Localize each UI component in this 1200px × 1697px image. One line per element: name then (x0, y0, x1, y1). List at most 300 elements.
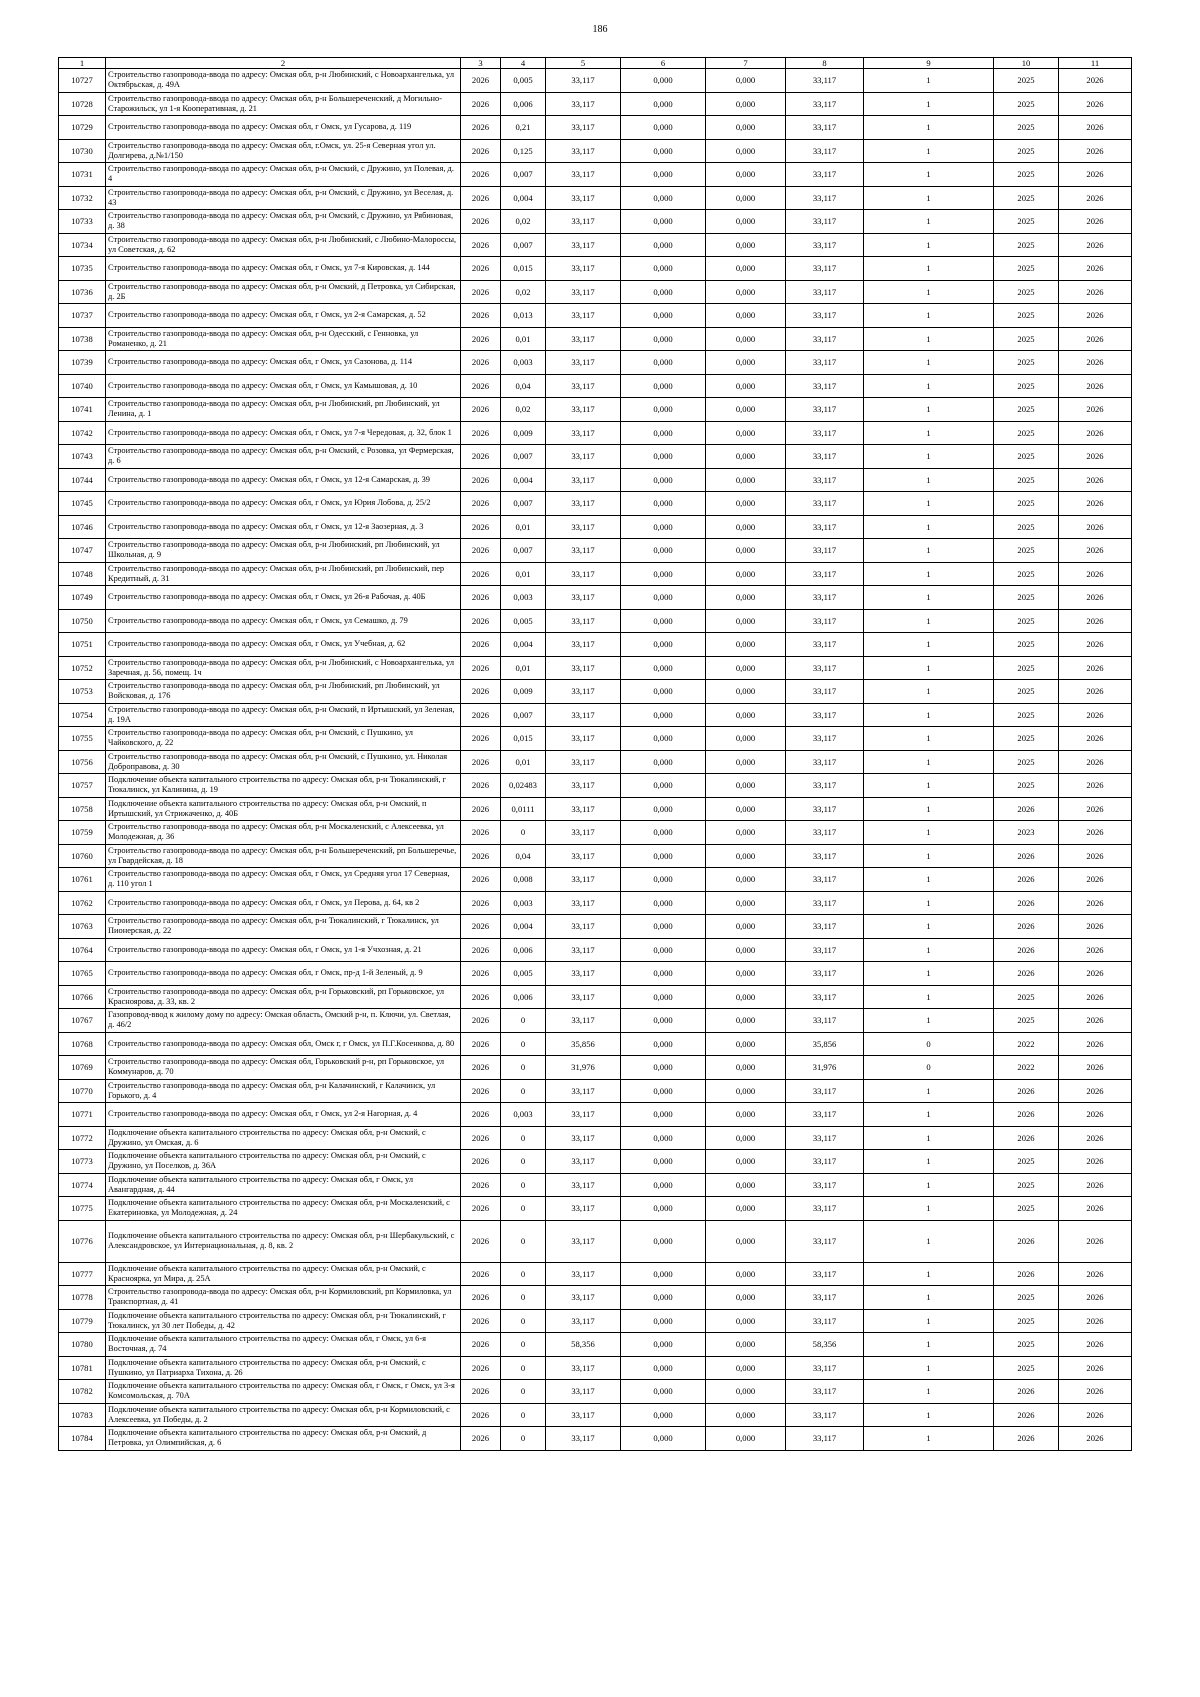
cell-col-4: 0,007 (501, 445, 546, 469)
cell-col-11: 2026 (1059, 1309, 1132, 1333)
table-row (59, 139, 1132, 163)
cell-col-10: 2025 (994, 1173, 1059, 1197)
cell-col-4: 0 (501, 821, 546, 845)
cell-col-3: 2026 (461, 985, 501, 1009)
object-description: Строительство газопровода-ввода по адресу: Омская обл, г Омск, ул Гусарова, д. 119 (106, 116, 461, 140)
table-row (59, 304, 1132, 328)
cell-col-4: 0,004 (501, 468, 546, 492)
cell-col-8: 33,117 (786, 233, 864, 257)
cell-col-4: 0,013 (501, 304, 546, 328)
cell-col-9: 1 (864, 1079, 994, 1103)
column-header: 6 (621, 58, 706, 69)
object-description: Подключение объекта капитального строительства по адресу: Омская обл, р-н Шербакульский, с Александровское, ул Интернациональная, д. 8, кв. 2 (106, 1220, 461, 1262)
table-row (59, 445, 1132, 469)
cell-col-6: 0,000 (621, 92, 706, 116)
object-description: Подключение объекта капитального строительства по адресу: Омская обл, р-н Омский, с Дружино, ул Омская, д. 6 (106, 1126, 461, 1150)
row-number: 10763 (59, 915, 106, 939)
cell-col-10: 2026 (994, 1103, 1059, 1127)
cell-col-7: 0,000 (706, 962, 786, 986)
cell-col-7: 0,000 (706, 774, 786, 798)
cell-col-11: 2026 (1059, 915, 1132, 939)
row-number: 10775 (59, 1197, 106, 1221)
cell-col-9: 1 (864, 797, 994, 821)
cell-col-3: 2026 (461, 116, 501, 140)
cell-col-11: 2026 (1059, 1220, 1132, 1262)
cell-col-10: 2025 (994, 586, 1059, 610)
cell-col-3: 2026 (461, 727, 501, 751)
cell-col-5: 33,117 (546, 539, 621, 563)
cell-col-7: 0,000 (706, 327, 786, 351)
cell-col-3: 2026 (461, 750, 501, 774)
cell-col-9: 1 (864, 1262, 994, 1286)
cell-col-10: 2025 (994, 1009, 1059, 1033)
cell-col-7: 0,000 (706, 1173, 786, 1197)
cell-col-8: 33,117 (786, 351, 864, 375)
row-number: 10744 (59, 468, 106, 492)
object-description: Строительство газопровода-ввода по адресу: Омская обл, р-н Горьковский, рп Горьковское, ул Красноярова, д. 33, кв. 2 (106, 985, 461, 1009)
column-header: 4 (501, 58, 546, 69)
cell-col-5: 35,856 (546, 1032, 621, 1056)
object-description: Строительство газопровода-ввода по адресу: Омская обл, г Омск, ул 7-я Кировская, д. 144 (106, 257, 461, 281)
cell-col-6: 0,000 (621, 280, 706, 304)
cell-col-4: 0,006 (501, 938, 546, 962)
cell-col-4: 0 (501, 1056, 546, 1080)
column-number-row (59, 58, 1132, 69)
row-number: 10747 (59, 539, 106, 563)
cell-col-8: 33,117 (786, 304, 864, 328)
cell-col-11: 2026 (1059, 280, 1132, 304)
cell-col-6: 0,000 (621, 750, 706, 774)
column-header: 1 (59, 58, 106, 69)
row-number: 10765 (59, 962, 106, 986)
row-number: 10784 (59, 1427, 106, 1451)
cell-col-10: 2022 (994, 1056, 1059, 1080)
cell-col-11: 2026 (1059, 750, 1132, 774)
cell-col-7: 0,000 (706, 116, 786, 140)
cell-col-7: 0,000 (706, 1009, 786, 1033)
object-description: Строительство газопровода-ввода по адресу: Омская обл, г Омск, ул 7-я Чередовая, д. 32, блок 1 (106, 421, 461, 445)
object-description: Строительство газопровода-ввода по адресу: Омская обл, Омск г, г Омск, ул П.Г.Косенкова, д. 80 (106, 1032, 461, 1056)
object-description: Подключение объекта капитального строительства по адресу: Омская обл, р-н Кормиловский, с Алексеевка, ул Победы, д. 2 (106, 1403, 461, 1427)
cell-col-7: 0,000 (706, 468, 786, 492)
cell-col-9: 1 (864, 351, 994, 375)
cell-col-10: 2025 (994, 186, 1059, 210)
cell-col-3: 2026 (461, 586, 501, 610)
cell-col-6: 0,000 (621, 562, 706, 586)
cell-col-4: 0 (501, 1126, 546, 1150)
row-number: 10755 (59, 727, 106, 751)
cell-col-9: 1 (864, 92, 994, 116)
cell-col-3: 2026 (461, 1197, 501, 1221)
cell-col-4: 0,005 (501, 69, 546, 93)
cell-col-7: 0,000 (706, 586, 786, 610)
table-row (59, 609, 1132, 633)
object-description: Строительство газопровода-ввода по адресу: Омская обл, г Омск, ул Учебная, д. 62 (106, 633, 461, 657)
cell-col-3: 2026 (461, 1056, 501, 1080)
cell-col-4: 0 (501, 1403, 546, 1427)
table-row (59, 233, 1132, 257)
cell-col-8: 33,117 (786, 633, 864, 657)
cell-col-6: 0,000 (621, 539, 706, 563)
cell-col-7: 0,000 (706, 821, 786, 845)
cell-col-6: 0,000 (621, 680, 706, 704)
cell-col-9: 1 (864, 680, 994, 704)
row-number: 10742 (59, 421, 106, 445)
cell-col-5: 33,117 (546, 1126, 621, 1150)
cell-col-7: 0,000 (706, 1079, 786, 1103)
cell-col-9: 1 (864, 1103, 994, 1127)
cell-col-4: 0 (501, 1427, 546, 1451)
cell-col-5: 33,117 (546, 656, 621, 680)
cell-col-8: 33,117 (786, 750, 864, 774)
cell-col-11: 2026 (1059, 1126, 1132, 1150)
cell-col-10: 2026 (994, 1427, 1059, 1451)
cell-col-5: 33,117 (546, 797, 621, 821)
cell-col-11: 2026 (1059, 210, 1132, 234)
cell-col-10: 2023 (994, 821, 1059, 845)
cell-col-6: 0,000 (621, 844, 706, 868)
cell-col-4: 0 (501, 1150, 546, 1174)
cell-col-5: 58,356 (546, 1333, 621, 1357)
cell-col-7: 0,000 (706, 985, 786, 1009)
row-number: 10758 (59, 797, 106, 821)
cell-col-11: 2026 (1059, 351, 1132, 375)
row-number: 10739 (59, 351, 106, 375)
cell-col-5: 33,117 (546, 774, 621, 798)
object-description: Строительство газопровода-ввода по адресу: Омская обл, г Омск, ул Средняя угол 17 Северная, д. 110 угол 1 (106, 868, 461, 892)
cell-col-5: 33,117 (546, 92, 621, 116)
cell-col-8: 58,356 (786, 1333, 864, 1357)
cell-col-5: 33,117 (546, 257, 621, 281)
row-number: 10769 (59, 1056, 106, 1080)
row-number: 10777 (59, 1262, 106, 1286)
cell-col-3: 2026 (461, 1220, 501, 1262)
table-row (59, 327, 1132, 351)
cell-col-11: 2026 (1059, 1103, 1132, 1127)
cell-col-7: 0,000 (706, 1126, 786, 1150)
cell-col-8: 33,117 (786, 1220, 864, 1262)
cell-col-5: 33,117 (546, 1103, 621, 1127)
object-description: Подключение объекта капитального строительства по адресу: Омская обл, р-н Тюкалинский, г Тюкалинск, ул 30 лет Победы, д. 42 (106, 1309, 461, 1333)
cell-col-7: 0,000 (706, 139, 786, 163)
cell-col-5: 33,117 (546, 703, 621, 727)
table-row (59, 374, 1132, 398)
cell-col-5: 33,117 (546, 351, 621, 375)
object-description: Подключение объекта капитального строительства по адресу: Омская обл, р-н Омский, д Петровка, ул Олимпийская, д. 6 (106, 1427, 461, 1451)
cell-col-11: 2026 (1059, 1427, 1132, 1451)
cell-col-6: 0,000 (621, 891, 706, 915)
cell-col-5: 33,117 (546, 1356, 621, 1380)
cell-col-11: 2026 (1059, 1150, 1132, 1174)
cell-col-10: 2022 (994, 1032, 1059, 1056)
cell-col-8: 33,117 (786, 116, 864, 140)
cell-col-5: 33,117 (546, 139, 621, 163)
cell-col-6: 0,000 (621, 468, 706, 492)
cell-col-6: 0,000 (621, 797, 706, 821)
cell-col-6: 0,000 (621, 1380, 706, 1404)
cell-col-11: 2026 (1059, 727, 1132, 751)
cell-col-9: 1 (864, 821, 994, 845)
cell-col-4: 0,004 (501, 633, 546, 657)
cell-col-10: 2025 (994, 445, 1059, 469)
cell-col-8: 33,117 (786, 586, 864, 610)
cell-col-6: 0,000 (621, 915, 706, 939)
cell-col-7: 0,000 (706, 750, 786, 774)
cell-col-5: 33,117 (546, 1403, 621, 1427)
cell-col-4: 0 (501, 1009, 546, 1033)
cell-col-6: 0,000 (621, 210, 706, 234)
cell-col-5: 33,117 (546, 468, 621, 492)
cell-col-5: 33,117 (546, 562, 621, 586)
cell-col-10: 2025 (994, 398, 1059, 422)
object-description: Подключение объекта капитального строительства по адресу: Омская обл, р-н Москаленский, с Екатериновка, ул Молодежная, д. 24 (106, 1197, 461, 1221)
cell-col-5: 33,117 (546, 515, 621, 539)
cell-col-11: 2026 (1059, 1197, 1132, 1221)
cell-col-7: 0,000 (706, 915, 786, 939)
table-row (59, 515, 1132, 539)
cell-col-6: 0,000 (621, 633, 706, 657)
cell-col-8: 33,117 (786, 985, 864, 1009)
column-header: 7 (706, 58, 786, 69)
cell-col-8: 33,117 (786, 1103, 864, 1127)
object-description: Строительство газопровода-ввода по адресу: Омская обл, р-н Калачинский, г Калачинск, ул Горького, д. 4 (106, 1079, 461, 1103)
cell-col-6: 0,000 (621, 985, 706, 1009)
cell-col-3: 2026 (461, 1309, 501, 1333)
object-description: Строительство газопровода-ввода по адресу: Омская обл, г Омск, ул Юрия Лобова, д. 25/2 (106, 492, 461, 516)
cell-col-3: 2026 (461, 797, 501, 821)
object-description: Строительство газопровода-ввода по адресу: Омская обл, р-н Омский, с Дружино, ул Веселая, д. 43 (106, 186, 461, 210)
cell-col-4: 0 (501, 1356, 546, 1380)
cell-col-10: 2025 (994, 727, 1059, 751)
cell-col-8: 33,117 (786, 515, 864, 539)
cell-col-8: 33,117 (786, 703, 864, 727)
cell-col-6: 0,000 (621, 1220, 706, 1262)
cell-col-10: 2025 (994, 233, 1059, 257)
cell-col-8: 33,117 (786, 962, 864, 986)
row-number: 10728 (59, 92, 106, 116)
cell-col-7: 0,000 (706, 304, 786, 328)
cell-col-10: 2025 (994, 1333, 1059, 1357)
object-description: Строительство газопровода-ввода по адресу: Омская обл, г Омск, ул 26-я Рабочая, д. 40Б (106, 586, 461, 610)
cell-col-3: 2026 (461, 398, 501, 422)
cell-col-10: 2025 (994, 633, 1059, 657)
cell-col-11: 2026 (1059, 327, 1132, 351)
row-number: 10782 (59, 1380, 106, 1404)
cell-col-5: 33,117 (546, 915, 621, 939)
cell-col-10: 2025 (994, 985, 1059, 1009)
cell-col-6: 0,000 (621, 398, 706, 422)
cell-col-9: 1 (864, 1009, 994, 1033)
table-row (59, 633, 1132, 657)
cell-col-9: 1 (864, 727, 994, 751)
table-row (59, 92, 1132, 116)
row-number: 10778 (59, 1286, 106, 1310)
cell-col-3: 2026 (461, 69, 501, 93)
cell-col-3: 2026 (461, 680, 501, 704)
cell-col-5: 33,117 (546, 938, 621, 962)
cell-col-4: 0 (501, 1032, 546, 1056)
cell-col-10: 2026 (994, 1079, 1059, 1103)
cell-col-9: 1 (864, 633, 994, 657)
cell-col-8: 33,117 (786, 1309, 864, 1333)
column-header: 2 (106, 58, 461, 69)
row-number: 10767 (59, 1009, 106, 1033)
cell-col-6: 0,000 (621, 1009, 706, 1033)
cell-col-11: 2026 (1059, 186, 1132, 210)
cell-col-7: 0,000 (706, 351, 786, 375)
table-row (59, 656, 1132, 680)
cell-col-10: 2025 (994, 351, 1059, 375)
cell-col-9: 1 (864, 750, 994, 774)
cell-col-3: 2026 (461, 633, 501, 657)
cell-col-3: 2026 (461, 515, 501, 539)
cell-col-6: 0,000 (621, 139, 706, 163)
cell-col-10: 2025 (994, 656, 1059, 680)
cell-col-11: 2026 (1059, 92, 1132, 116)
table-row (59, 1309, 1132, 1333)
row-number: 10756 (59, 750, 106, 774)
object-description: Строительство газопровода-ввода по адресу: Омская обл, р-н Любинский, с Любино-Малороссы, ул Советская, д. 62 (106, 233, 461, 257)
cell-col-5: 33,117 (546, 1262, 621, 1286)
cell-col-9: 1 (864, 586, 994, 610)
cell-col-4: 0,003 (501, 586, 546, 610)
cell-col-3: 2026 (461, 468, 501, 492)
row-number: 10736 (59, 280, 106, 304)
cell-col-10: 2025 (994, 139, 1059, 163)
cell-col-11: 2026 (1059, 304, 1132, 328)
cell-col-4: 0 (501, 1286, 546, 1310)
object-description: Строительство газопровода-ввода по адресу: Омская обл, р-н Большереченский, рп Большеречье, ул Гвардейская, д. 18 (106, 844, 461, 868)
cell-col-5: 33,117 (546, 280, 621, 304)
cell-col-4: 0 (501, 1333, 546, 1357)
cell-col-11: 2026 (1059, 116, 1132, 140)
table-row (59, 821, 1132, 845)
object-description: Подключение объекта капитального строительства по адресу: Омская обл, г Омск, ул 6-я Восточная, д. 74 (106, 1333, 461, 1357)
object-description: Подключение объекта капитального строительства по адресу: Омская обл, р-н Омский, с Красноярка, ул Мира, д. 25А (106, 1262, 461, 1286)
cell-col-4: 0,01 (501, 515, 546, 539)
cell-col-8: 33,117 (786, 1126, 864, 1150)
cell-col-9: 1 (864, 1286, 994, 1310)
cell-col-8: 33,117 (786, 69, 864, 93)
cell-col-7: 0,000 (706, 868, 786, 892)
cell-col-11: 2026 (1059, 374, 1132, 398)
cell-col-5: 33,117 (546, 586, 621, 610)
cell-col-7: 0,000 (706, 186, 786, 210)
cell-col-8: 33,117 (786, 1009, 864, 1033)
cell-col-7: 0,000 (706, 421, 786, 445)
cell-col-6: 0,000 (621, 774, 706, 798)
row-number: 10746 (59, 515, 106, 539)
cell-col-7: 0,000 (706, 1356, 786, 1380)
cell-col-3: 2026 (461, 868, 501, 892)
table-row (59, 680, 1132, 704)
cell-col-4: 0,04 (501, 844, 546, 868)
cell-col-5: 33,117 (546, 1009, 621, 1033)
object-description: Строительство газопровода-ввода по адресу: Омская обл, г Омск, ул Перова, д. 64, кв 2 (106, 891, 461, 915)
cell-col-7: 0,000 (706, 656, 786, 680)
cell-col-8: 33,117 (786, 210, 864, 234)
row-number: 10751 (59, 633, 106, 657)
cell-col-4: 0,009 (501, 680, 546, 704)
cell-col-9: 1 (864, 868, 994, 892)
object-description: Строительство газопровода-ввода по адресу: Омская обл, г Омск, ул 2-я Самарская, д. 52 (106, 304, 461, 328)
cell-col-11: 2026 (1059, 492, 1132, 516)
cell-col-10: 2025 (994, 1356, 1059, 1380)
row-number: 10776 (59, 1220, 106, 1262)
cell-col-9: 1 (864, 562, 994, 586)
cell-col-10: 2025 (994, 774, 1059, 798)
cell-col-9: 1 (864, 915, 994, 939)
cell-col-9: 1 (864, 468, 994, 492)
table-row (59, 210, 1132, 234)
cell-col-8: 33,117 (786, 891, 864, 915)
cell-col-5: 33,117 (546, 844, 621, 868)
cell-col-8: 33,117 (786, 374, 864, 398)
row-number: 10740 (59, 374, 106, 398)
cell-col-3: 2026 (461, 844, 501, 868)
cell-col-6: 0,000 (621, 1173, 706, 1197)
row-number: 10745 (59, 492, 106, 516)
table-row (59, 1056, 1132, 1080)
cell-col-8: 33,117 (786, 938, 864, 962)
cell-col-9: 1 (864, 1356, 994, 1380)
object-description: Строительство газопровода-ввода по адресу: Омская обл, г Омск, ул 12-я Самарская, д. 39 (106, 468, 461, 492)
cell-col-5: 33,117 (546, 609, 621, 633)
cell-col-6: 0,000 (621, 1427, 706, 1451)
cell-col-9: 1 (864, 445, 994, 469)
column-header: 3 (461, 58, 501, 69)
object-description: Строительство газопровода-ввода по адресу: Омская обл, р-н Тюкалинский, г Тюкалинск, ул Пионерская, д. 22 (106, 915, 461, 939)
cell-col-6: 0,000 (621, 515, 706, 539)
cell-col-5: 33,117 (546, 1380, 621, 1404)
table-row (59, 1403, 1132, 1427)
table-row (59, 1126, 1132, 1150)
cell-col-3: 2026 (461, 1009, 501, 1033)
cell-col-3: 2026 (461, 139, 501, 163)
cell-col-9: 1 (864, 1380, 994, 1404)
cell-col-9: 1 (864, 327, 994, 351)
cell-col-6: 0,000 (621, 1262, 706, 1286)
cell-col-9: 1 (864, 703, 994, 727)
cell-col-9: 1 (864, 1333, 994, 1357)
cell-col-7: 0,000 (706, 609, 786, 633)
cell-col-3: 2026 (461, 962, 501, 986)
table-row (59, 844, 1132, 868)
table-row (59, 1032, 1132, 1056)
cell-col-4: 0,0111 (501, 797, 546, 821)
row-number: 10729 (59, 116, 106, 140)
cell-col-8: 33,117 (786, 1356, 864, 1380)
cell-col-10: 2025 (994, 421, 1059, 445)
cell-col-5: 33,117 (546, 304, 621, 328)
cell-col-11: 2026 (1059, 797, 1132, 821)
cell-col-11: 2026 (1059, 962, 1132, 986)
column-header: 11 (1059, 58, 1132, 69)
cell-col-9: 1 (864, 1173, 994, 1197)
table-row (59, 868, 1132, 892)
cell-col-3: 2026 (461, 938, 501, 962)
cell-col-11: 2026 (1059, 445, 1132, 469)
object-description: Строительство газопровода-ввода по адресу: Омская обл, г Омск, ул 12-я Заозерная, д. 3 (106, 515, 461, 539)
object-description: Строительство газопровода-ввода по адресу: Омская обл, р-н Одесский, с Генновка, ул Романенко, д. 21 (106, 327, 461, 351)
cell-col-5: 33,117 (546, 116, 621, 140)
cell-col-3: 2026 (461, 703, 501, 727)
cell-col-6: 0,000 (621, 656, 706, 680)
cell-col-8: 33,117 (786, 492, 864, 516)
cell-col-11: 2026 (1059, 586, 1132, 610)
cell-col-10: 2026 (994, 1126, 1059, 1150)
object-description: Строительство газопровода-ввода по адресу: Омская обл, г.Омск, ул. 25-я Северная угол ул. Долгирева, д.№1/150 (106, 139, 461, 163)
